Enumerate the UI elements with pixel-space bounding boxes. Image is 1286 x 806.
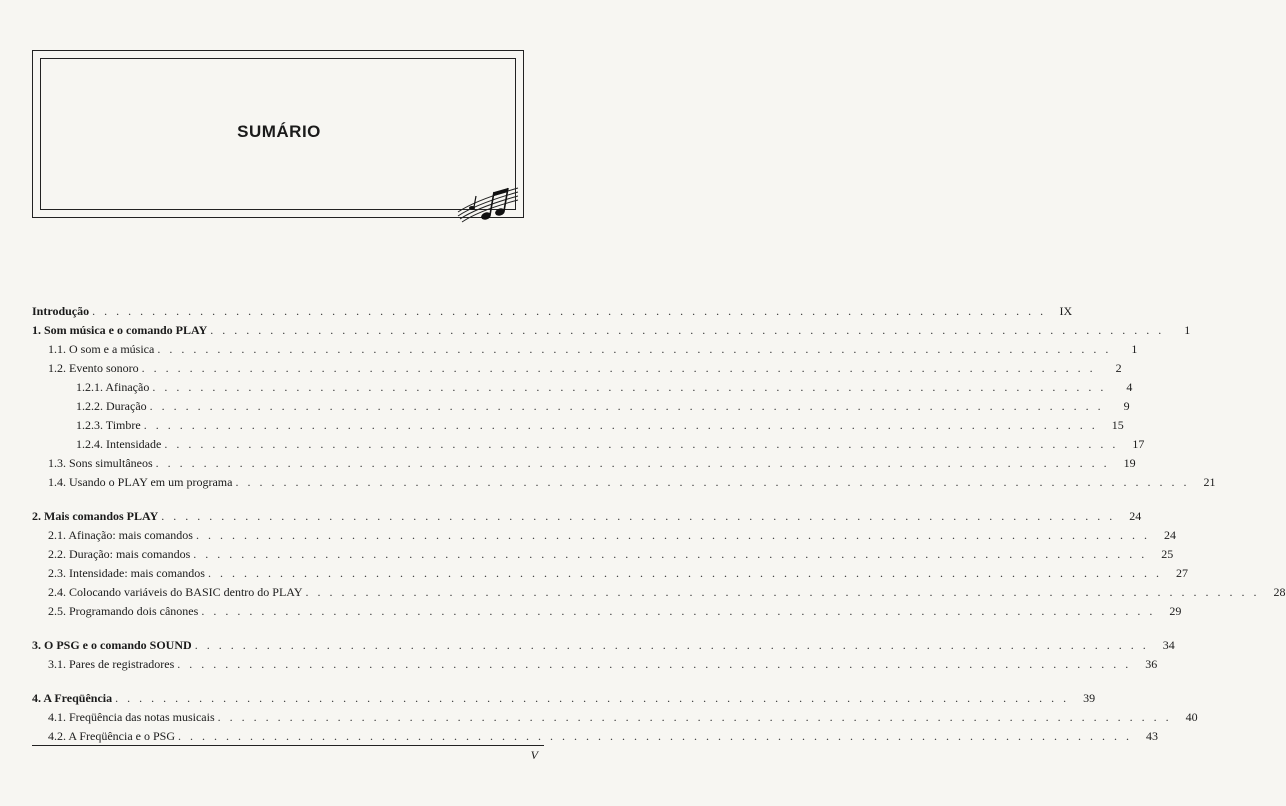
toc-entry [32,691,1096,710]
toc-entry [32,456,1136,475]
music-notes-icon [456,186,520,222]
toc-entry [32,437,1145,456]
toc-entry-label: Introdução [32,304,92,319]
toc-entry-label: 4. A Freqüência [32,691,115,706]
toc-leader-dots: . . . . . . . . . . . . . . . . . . . . . . . . . . . . . . . . . . . . . . . . . . . . . . . . . . . . . . . . . . . . . . . . . . . . . . . . . . . . . . . . [155,456,1110,470]
page-number: V [530,748,538,762]
toc-entry-label: 1.2.2. Duração [76,399,150,414]
toc-entry-label: 4.2. A Freqüência e o PSG [48,729,178,744]
toc-entry-page: 43 [1146,729,1158,743]
toc-leader-dots: . . . . . . . . . . . . . . . . . . . . . . . . . . . . . . . . . . . . . . . . . . . . . . . . . . . . . . . . . . . . . . . . . . . . . . . . . . . . . . . . [157,342,1112,356]
toc-entry-page: 29 [1169,604,1182,618]
toc-entry-page: 39 [1083,691,1096,705]
toc-entry [32,657,1158,676]
toc-leader-dots: . . . . . . . . . . . . . . . . . . . . . . . . . . . . . . . . . . . . . . . . . . . . . . . . . . . . . . . . . . . . . . . . . . . . . . . . . . . . . . . . [201,604,1156,618]
toc-entry-label: 1.4. Usando o PLAY em um programa [48,475,235,490]
toc-leader-dots: . . . . . . . . . . . . . . . . . . . . . . . . . . . . . . . . . . . . . . . . . . . . . . . . . . . . . . . . . . . . . . . . . . . . . . . . . . . . . . . . [207,566,1162,580]
toc-leader-dots: . . . . . . . . . . . . . . . . . . . . . . . . . . . . . . . . . . . . . . . . . . . . . . . . . . . . . . . . . . . . . . . . . . . . . . . . . . . . . . . . [235,475,1190,489]
page-title: SUMÁRIO [237,122,321,141]
toc-leader-dots: . . . . . . . . . . . . . . . . . . . . . . . . . . . . . . . . . . . . . . . . . . . . . . . . . . . . . . . . . . . . . . . . . . . . . . . . . . . . . . . . [193,547,1148,561]
toc-leader-dots: . . . . . . . . . . . . . . . . . . . . . . . . . . . . . . . . . . . . . . . . . . . . . . . . . . . . . . . . . . . . . . . . . . . . . . . . . . . . . . . . [210,323,1165,337]
toc-entry [32,528,1176,547]
toc-leader-dots: . . . . . . . . . . . . . . . . . . . . . . . . . . . . . . . . . . . . . . . . . . . . . . . . . . . . . . . . . . . . . . . . . . . . . . . . . . . . . . . . [194,638,1149,652]
toc-leader-dots: . . . . . . . . . . . . . . . . . . . . . . . . . . . . . . . . . . . . . . . . . . . . . . . . . . . . . . . . . . . . . . . . . . . . . . . . . . . . . . . . [177,657,1132,671]
toc-entry-label: 1.2.1. Afinação [76,380,152,395]
footer-rule [32,745,544,746]
toc-entry-page: 9 [1123,399,1130,413]
toc-entry-page: 36 [1145,657,1158,671]
toc-leader-dots: . . . . . . . . . . . . . . . . . . . . . . . . . . . . . . . . . . . . . . . . . . . . . . . . . . . . . . . . . . . . . . . . . . . . . . . . . . . . . . . . [217,710,1172,724]
toc-leader-dots: . . . . . . . . . . . . . . . . . . . . . . . . . . . . . . . . . . . . . . . . . . . . . . . . . . . . . . . . . . . . . . . . . . . . . . . . . . . . . . . . [161,509,1116,523]
toc-entry [32,638,1175,657]
toc-entry-page: 4 [1126,380,1133,394]
toc-entry-label: 2.3. Intensidade: mais comandos [48,566,208,581]
toc-entry-label: 2.2. Duração: mais comandos [48,547,193,562]
toc-entry-page: 15 [1111,418,1124,432]
table-of-contents [32,304,1286,748]
toc-entry [32,710,1198,729]
toc-entry-page: IX [1059,304,1073,318]
toc-entry-page: 40 [1185,710,1198,724]
toc-entry [32,361,1122,380]
toc-entry-page: 24 [1129,509,1142,523]
toc-leader-dots: . . . . . . . . . . . . . . . . . . . . . . . . . . . . . . . . . . . . . . . . . . . . . . . . . . . . . . . . . . . . . . . . . . . . . . . . . . . . . . . . [195,528,1150,542]
toc-entry-page: 2 [1115,361,1122,375]
toc-entry-page: 34 [1162,638,1175,652]
toc-entry-label: 1.2.3. Timbre [76,418,144,433]
toc-entry-label: 2.5. Programando dois cânones [48,604,201,619]
toc-entry-label: 1. Som música e o comando PLAY [32,323,210,338]
toc-entry-page: 25 [1161,547,1174,561]
toc-leader-dots: . . . . . . . . . . . . . . . . . . . . . . . . . . . . . . . . . . . . . . . . . . . . . . . . . . . . . . . . . . . . . . . . . . . . . . . . . . . . . . . . [92,304,1047,318]
toc-entry-label: 1.3. Sons simultâneos [48,456,156,471]
toc-entry-label: 3.1. Pares de registradores [48,657,177,672]
toc-entry [32,418,1124,437]
toc-entry [32,509,1142,528]
toc-leader-dots: . . . . . . . . . . . . . . . . . . . . . . . . . . . . . . . . . . . . . . . . . . . . . . . . . . . . . . . . . . . . . . . . . . . . . . . . . . . . . . . . [149,399,1104,413]
toc-leader-dots: . . . . . . . . . . . . . . . . . . . . . . . . . . . . . . . . . . . . . . . . . . . . . . . . . . . . . . . . . . . . . . . . . . . . . . . . . . . . . . . . [143,418,1098,432]
toc-entry [32,342,1138,361]
toc-entry-label: 1.2.4. Intensidade [76,437,164,452]
toc-leader-dots: . . . . . . . . . . . . . . . . . . . . . . . . . . . . . . . . . . . . . . . . . . . . . . . . . . . . . . . . . . . . . . . . . . . . . . . . . . . . . . . . [305,585,1260,599]
toc-entry [32,323,1191,342]
toc-entry-label: 1.1. O som e a música [48,342,157,357]
toc-entry-label: 3. O PSG e o comando SOUND [32,638,195,653]
toc-entry-page: 17 [1132,437,1145,451]
toc-leader-dots: . . . . . . . . . . . . . . . . . . . . . . . . . . . . . . . . . . . . . . . . . . . . . . . . . . . . . . . . . . . . . . . . . . . . . . . . . . . . . . . . [178,729,1132,743]
toc-entry [32,475,1216,494]
toc-leader-dots: . . . . . . . . . . . . . . . . . . . . . . . . . . . . . . . . . . . . . . . . . . . . . . . . . . . . . . . . . . . . . . . . . . . . . . . . . . . . . . . . [164,437,1119,451]
toc-entry-page: 27 [1175,566,1188,580]
toc-entry [32,604,1182,623]
toc-entry [32,566,1188,585]
toc-entry [32,399,1130,418]
toc-group-gap [32,623,544,638]
toc-entry [32,304,1073,323]
toc-leader-dots: . . . . . . . . . . . . . . . . . . . . . . . . . . . . . . . . . . . . . . . . . . . . . . . . . . . . . . . . . . . . . . . . . . . . . . . . . . . . . . . . [152,380,1107,394]
toc-entry-label: 2.1. Afinação: mais comandos [48,528,196,543]
toc-entry-label: 2. Mais comandos PLAY [32,509,161,524]
toc-entry-label: 4.1. Freqüência das notas musicais [48,710,218,725]
toc-entry-page: 1 [1184,323,1191,337]
toc-entry-page: 24 [1163,528,1176,542]
toc-group-gap [32,494,544,509]
toc-entry-label: 2.4. Colocando variáveis do BASIC dentro do PLAY [48,585,306,600]
toc-entry [32,547,1174,566]
toc-entry-page: 19 [1123,456,1136,470]
toc-entry [32,380,1133,399]
toc-entry-page: 1 [1131,342,1138,356]
toc-entry [32,585,1286,604]
toc-entry-label: 1.2. Evento sonoro [48,361,142,376]
toc-leader-dots: . . . . . . . . . . . . . . . . . . . . . . . . . . . . . . . . . . . . . . . . . . . . . . . . . . . . . . . . . . . . . . . . . . . . . . . . . . . . . . . . [141,361,1096,375]
toc-group-gap [32,676,544,691]
toc-leader-dots: . . . . . . . . . . . . . . . . . . . . . . . . . . . . . . . . . . . . . . . . . . . . . . . . . . . . . . . . . . . . . . . . . . . . . . . . . . . . . . . . [115,691,1070,705]
toc-entry-page: 28 [1273,585,1286,599]
toc-entry-page: 21 [1203,475,1216,489]
